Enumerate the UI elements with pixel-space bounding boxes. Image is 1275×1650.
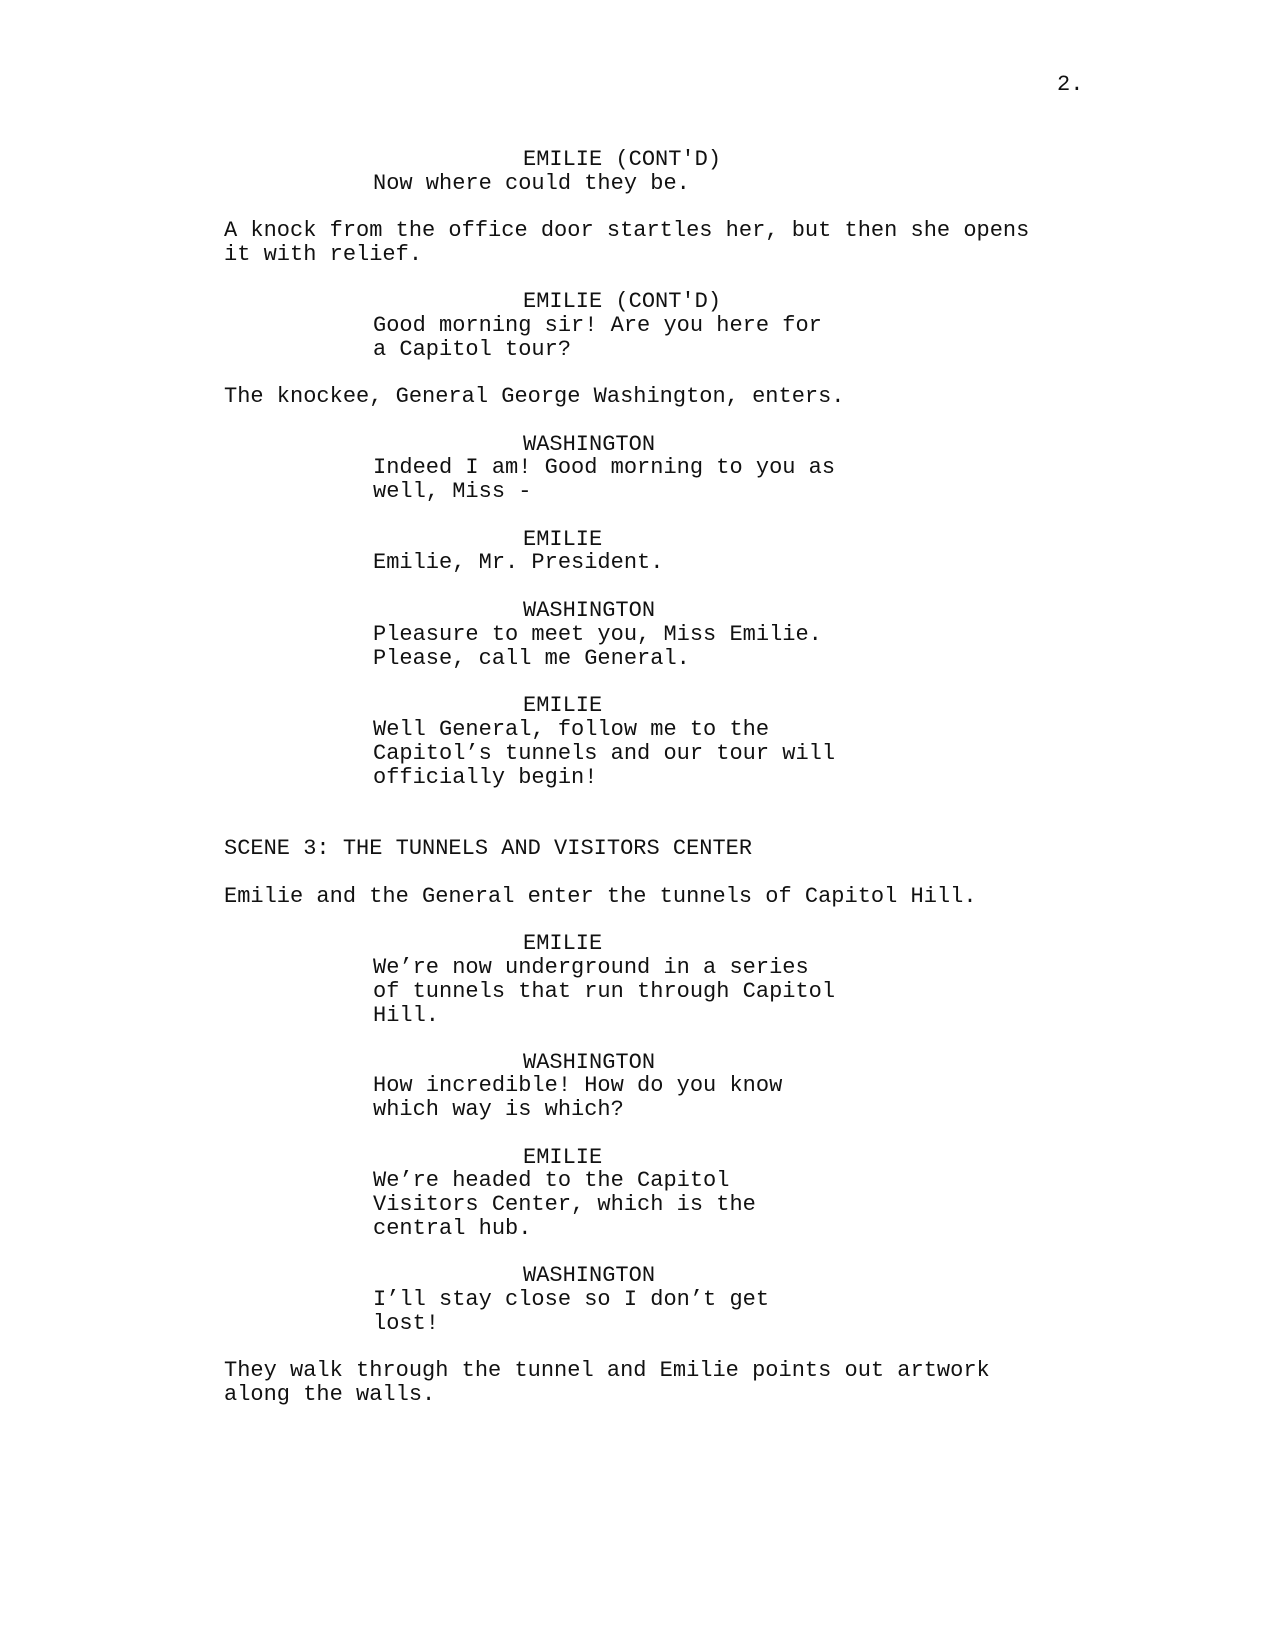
dialogue-line: Emilie, Mr. President. [373,550,664,575]
dialogue-line: Good morning sir! Are you here for [373,313,822,338]
dialogue-line: Well General, follow me to the [373,717,770,742]
dialogue-line: Now where could they be. [373,171,690,196]
action-line: Emilie and the General enter the tunnels of Capitol Hill. [224,884,977,909]
dialogue-line: Please, call me General. [373,646,690,671]
character-name: WASHINGTON [523,598,656,623]
dialogue-line: Indeed I am! Good morning to you as [373,455,836,480]
dialogue-line: I’ll stay close so I don’t get [373,1287,770,1312]
character-name: WASHINGTON [523,1263,656,1288]
action-line: it with relief. [224,242,423,267]
dialogue-line: of tunnels that run through Capitol [373,979,836,1004]
dialogue-line: We’re now underground in a series [373,955,809,980]
character-name: EMILIE [523,527,603,552]
dialogue-line: Visitors Center, which is the [373,1192,756,1217]
dialogue-line: which way is which? [373,1097,624,1122]
page-number: 2. [1057,72,1084,97]
dialogue-line: Pleasure to meet you, Miss Emilie. [373,622,822,647]
dialogue-line: How incredible! How do you know [373,1073,783,1098]
character-name: WASHINGTON [523,432,656,457]
dialogue-line: a Capitol tour? [373,337,572,362]
dialogue-line: Capitol’s tunnels and our tour will [373,741,836,766]
scene-heading: SCENE 3: THE TUNNELS AND VISITORS CENTER [224,836,753,861]
dialogue-line: We’re headed to the Capitol [373,1168,730,1193]
character-name: WASHINGTON [523,1050,656,1075]
dialogue-line: well, Miss - [373,479,532,504]
dialogue-line: central hub. [373,1216,532,1241]
dialogue-line: Hill. [373,1003,440,1028]
action-line: along the walls. [224,1382,436,1407]
dialogue-line: officially begin! [373,765,598,790]
action-line: They walk through the tunnel and Emilie points out artwork [224,1358,990,1383]
character-name: EMILIE [523,1145,603,1170]
character-name: EMILIE (CONT'D) [523,147,722,172]
dialogue-line: lost! [373,1311,440,1336]
character-name: EMILIE [523,931,603,956]
character-name: EMILIE [523,693,603,718]
action-line: A knock from the office door startles her, but then she opens [224,218,1030,243]
action-line: The knockee, General George Washington, enters. [224,384,845,409]
character-name: EMILIE (CONT'D) [523,289,722,314]
